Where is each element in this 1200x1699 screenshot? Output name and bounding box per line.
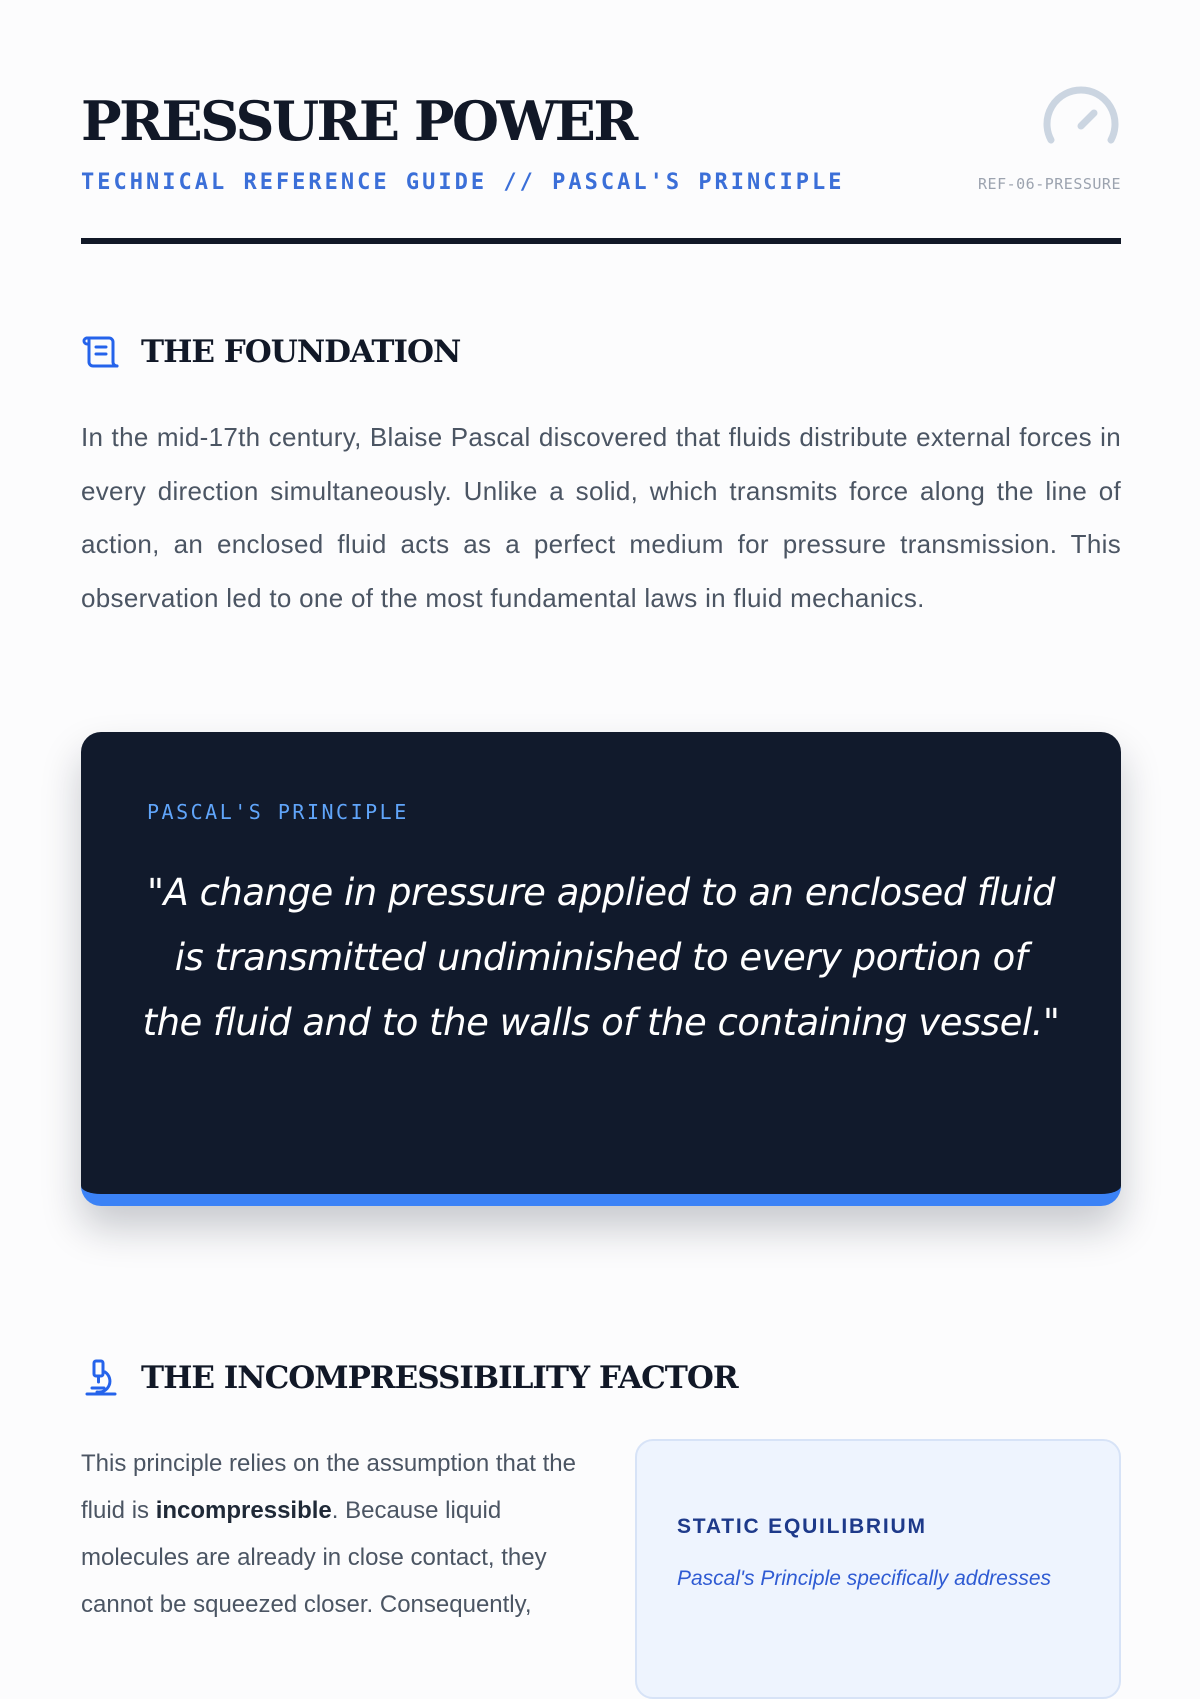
principle-quote-card [81, 732, 1121, 1206]
gauge-icon [1041, 88, 1121, 158]
incompressibility-paragraph [81, 1440, 581, 1628]
microscope-icon [81, 1358, 121, 1398]
section-heading-foundation [81, 330, 1121, 374]
section-heading-incompressibility [81, 1356, 1121, 1400]
card-title: STATIC EQUILIBRIUM [677, 1515, 927, 1538]
quote-label: PASCAL'S PRINCIPLE [147, 800, 409, 824]
emphasized-term: incompressible [155, 1497, 332, 1524]
page-header [81, 88, 1121, 248]
scroll-icon [81, 332, 121, 372]
reference-page [81, 0, 1121, 1618]
paragraph-text: This principle relies on the assumption that the fluid is [81, 1450, 576, 1524]
card-text: Pascal's Principle specifically addresses [677, 1567, 1052, 1590]
principle-quote: "A change in pressure applied to an enclosed fluid is transmitted undiminished to every portion of the fluid and to the walls of the containing vessel." [142, 871, 1060, 1044]
paragraph-text: . Because liquid molecules are already in close contact, they cannot be squeezed closer. Consequently, [81, 1497, 547, 1618]
foundation-paragraph: In the mid-17th century, Blaise Pascal discovered that fluids distribute external forces in every direction simultaneously. Unlike a solid, which transmits force along the line of action, an enclosed fluid acts as a perfect medium for pressure transmission. This observation led to one of the most fundamental laws in fluid mechanics. [81, 422, 1121, 613]
static-equilibrium-card [635, 1439, 1121, 1699]
reference-code: REF-06-PRESSURE [978, 175, 1121, 193]
section-title: THE INCOMPRESSIBILITY FACTOR [141, 1360, 738, 1396]
page-subtitle: TECHNICAL REFERENCE GUIDE // PASCAL'S PRINCIPLE [81, 170, 845, 195]
header-divider [81, 238, 1121, 244]
section-title: THE FOUNDATION [141, 334, 461, 370]
page-title: PRESSURE POWER [81, 89, 636, 153]
